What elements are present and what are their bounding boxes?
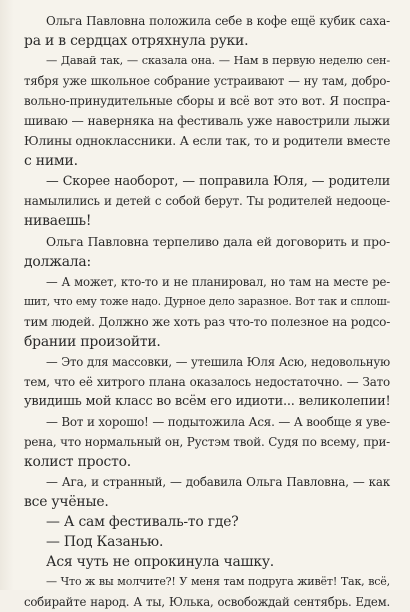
- text-line: Ася чуть не опрокинула чашку.: [46, 554, 275, 571]
- text-line: с ними.: [24, 153, 78, 170]
- text-line: — А сам фестиваль-то где?: [46, 514, 239, 531]
- text-line: тим людей. Должно же хоть раз что-то полезное на родсо-: [24, 314, 391, 329]
- text-line: — Вот и хорошо! — подытожила Ася. — А вообще я уве-: [46, 414, 390, 429]
- text-line: Ольга Павловна положила себе в кофе ещё кубик саха-: [46, 14, 390, 28]
- text-line: колист просто.: [24, 454, 131, 471]
- text-line: — Что ж вы молчите?! У меня там подруга живёт! Так, всё,: [46, 575, 390, 589]
- text-line: собирайте народ. А ты, Юлька, освобождай сентябрь. Едем.: [24, 595, 390, 610]
- text-line: все учёные.: [24, 494, 109, 511]
- text-line: — А может, кто-то и не планировал, но там на месте ре-: [46, 274, 390, 289]
- text-line: — Скорее наоборот, — поправила Юля, — родители: [46, 173, 390, 189]
- text-line: — Под Казанью.: [46, 534, 164, 551]
- page-text: [24, 11, 390, 612]
- text-line: — Давай так, — сказала она. — Нам в первую неделю сен-: [46, 54, 390, 68]
- text-line: тября уже школьное собрание устраивают — ну там, добро-: [24, 74, 390, 89]
- text-line: — Ага, и странный, — добавила Ольга Павловна, — как: [46, 475, 390, 490]
- text-line: — Это для массовки, — утешила Юля Асю, недовольную: [46, 354, 390, 369]
- text-line: вольно-принудительные сборы и всё вот это вот. Я поспра-: [24, 94, 390, 109]
- text-line: увидишь мой класс во всём его идиоти... великолепии!: [24, 393, 391, 409]
- text-line: брании произойти.: [24, 333, 161, 350]
- text-line: Юлины одноклассники. А если так, то и родители вместе: [24, 134, 391, 149]
- text-line: рена, что нормальный он, Рустэм твой. Судя по всему, при-: [24, 434, 390, 449]
- text-line: шиваю — наверняка на фестиваль уже навострили лыжи: [24, 114, 390, 129]
- text-line: Ольга Павловна терпеливо дала ей договорить и про-: [46, 234, 390, 249]
- text-line: тем, что её хитрого плана оказалось недостаточно. — Зато: [24, 374, 390, 389]
- text-line: намылились и детей с собой берут. Ты родителей недооце-: [24, 194, 390, 209]
- text-line: ра и в сердцах отряхнула руки.: [24, 33, 249, 50]
- text-line: шит, что ему тоже надо. Дурное дело заразное. Вот так и сплош-: [24, 294, 390, 308]
- text-line: должала:: [24, 253, 91, 270]
- text-line: ниваешь!: [24, 213, 92, 230]
